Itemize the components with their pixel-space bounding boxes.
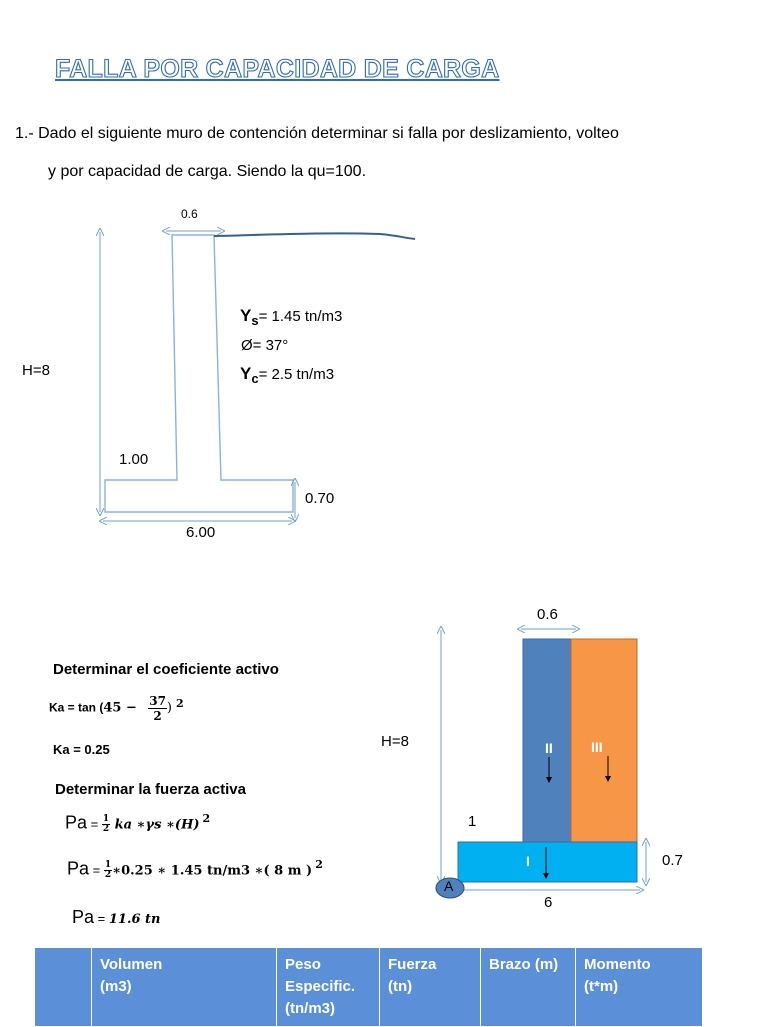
- pa-label: Pa: [72, 907, 95, 927]
- region-III-label: III: [591, 739, 603, 755]
- pa-frac-den: 2: [102, 823, 110, 834]
- pa-equation-3: Pa = 11.6 tn: [72, 907, 161, 927]
- gamma-symbol: Y: [240, 306, 252, 325]
- pa-fraction: [102, 815, 110, 834]
- pa-eq1-exp: 2: [202, 812, 211, 825]
- forces-table: [34, 947, 703, 1027]
- ka-fraction: [148, 694, 167, 723]
- d1-gamma-s: [240, 306, 342, 328]
- region-soil: [571, 639, 637, 842]
- table-header-row: [35, 948, 703, 1027]
- d1-top-width-label: 0.6: [181, 207, 198, 221]
- d2-point-a-label: A: [444, 878, 454, 894]
- table-header-empty: [35, 948, 92, 1027]
- pa-eq1-rest: ka ∗γs ∗(H): [114, 817, 200, 833]
- pa-label: Pa: [67, 858, 90, 879]
- wall-diagram-1: [0, 200, 440, 545]
- d2-base-thickness-label: 0.7: [662, 852, 683, 869]
- d2-toe-label: 1: [468, 813, 477, 830]
- table-header-brazo: Brazo (m): [481, 948, 576, 1027]
- ka-result: Ka = 0.25: [53, 742, 110, 757]
- gamma-symbol: Y: [240, 364, 252, 383]
- ka-formula: [49, 694, 184, 723]
- gamma-c-value: = 2.5 tn/m3: [258, 366, 335, 383]
- problem-line-2: y por capacidad de carga. Siendo la qu=100.: [48, 163, 367, 180]
- ka-frac-num: 37: [149, 694, 166, 708]
- table-header-peso: Peso Especific. (tn/m3): [277, 948, 380, 1027]
- d2-base-width-label: 6: [544, 894, 553, 911]
- pa-equation-1: Pa = $\frac{1}{2}$ ka ∗γs ∗(H) $^2$: [65, 812, 211, 834]
- table-header-momento: Momento (t*m): [576, 948, 703, 1027]
- ka-formula-exp: 2: [176, 696, 184, 710]
- d1-height-label: H=8: [22, 362, 50, 379]
- pa-frac-den: 2: [104, 869, 112, 880]
- pa-label: Pa: [65, 812, 88, 833]
- d2-top-width-label: 0.6: [537, 606, 558, 623]
- region-II-label: II: [545, 740, 553, 756]
- ka-formula-close: ): [166, 700, 172, 716]
- pa-fraction: [104, 861, 112, 880]
- d1-phi: Ø= 37°: [241, 337, 289, 354]
- pa-eq3-rest: 11.6 tn: [108, 912, 161, 927]
- region-I-label: I: [526, 853, 530, 869]
- d2-height-label: H=8: [381, 733, 409, 750]
- table-header-fuerza: Fuerza (tn): [380, 948, 481, 1027]
- pa-eq2-rest: ∗0.25 ∗ 1.45 tn/m3 ∗( 8 m ): [112, 863, 313, 879]
- d1-heel-label: 1.00: [119, 451, 149, 468]
- table-header-volumen: Volumen (m3): [92, 948, 277, 1027]
- ka-heading: Determinar el coeficiente activo: [53, 661, 279, 678]
- pa-frac-num: 1: [102, 813, 110, 824]
- gamma-c-subscript: c: [251, 371, 259, 386]
- wall-diagram-2: [420, 598, 710, 918]
- d1-base-thickness-label: 0.70: [305, 490, 335, 507]
- ka-formula-prefix: Ka = tan (: [49, 700, 104, 715]
- ka-frac-den: 2: [148, 708, 167, 723]
- ground-line: [214, 233, 415, 239]
- pa-heading: Determinar la fuerza activa: [55, 781, 246, 798]
- pa-eq2-exp: 2: [315, 858, 323, 871]
- gamma-s-value: = 1.45 tn/m3: [258, 308, 343, 325]
- pa-equation-2: Pa = $\frac{1}{2}$ ∗0.25 ∗ 1.45 tn/m3 ∗( 8 m ) $^2$: [67, 858, 323, 880]
- region-base: [458, 842, 637, 882]
- page-title: FALLA POR CAPACIDAD DE CARGA: [55, 55, 500, 83]
- pa-frac-num: 1: [104, 859, 112, 870]
- d1-base-width-label: 6.00: [186, 524, 216, 541]
- gamma-s-subscript: s: [251, 313, 259, 328]
- ka-formula-45: 45 −: [103, 700, 137, 716]
- d1-gamma-c: [240, 364, 334, 386]
- problem-line-1: 1.- Dado el siguiente muro de contención determinar si falla por deslizamiento, volteo: [15, 125, 619, 142]
